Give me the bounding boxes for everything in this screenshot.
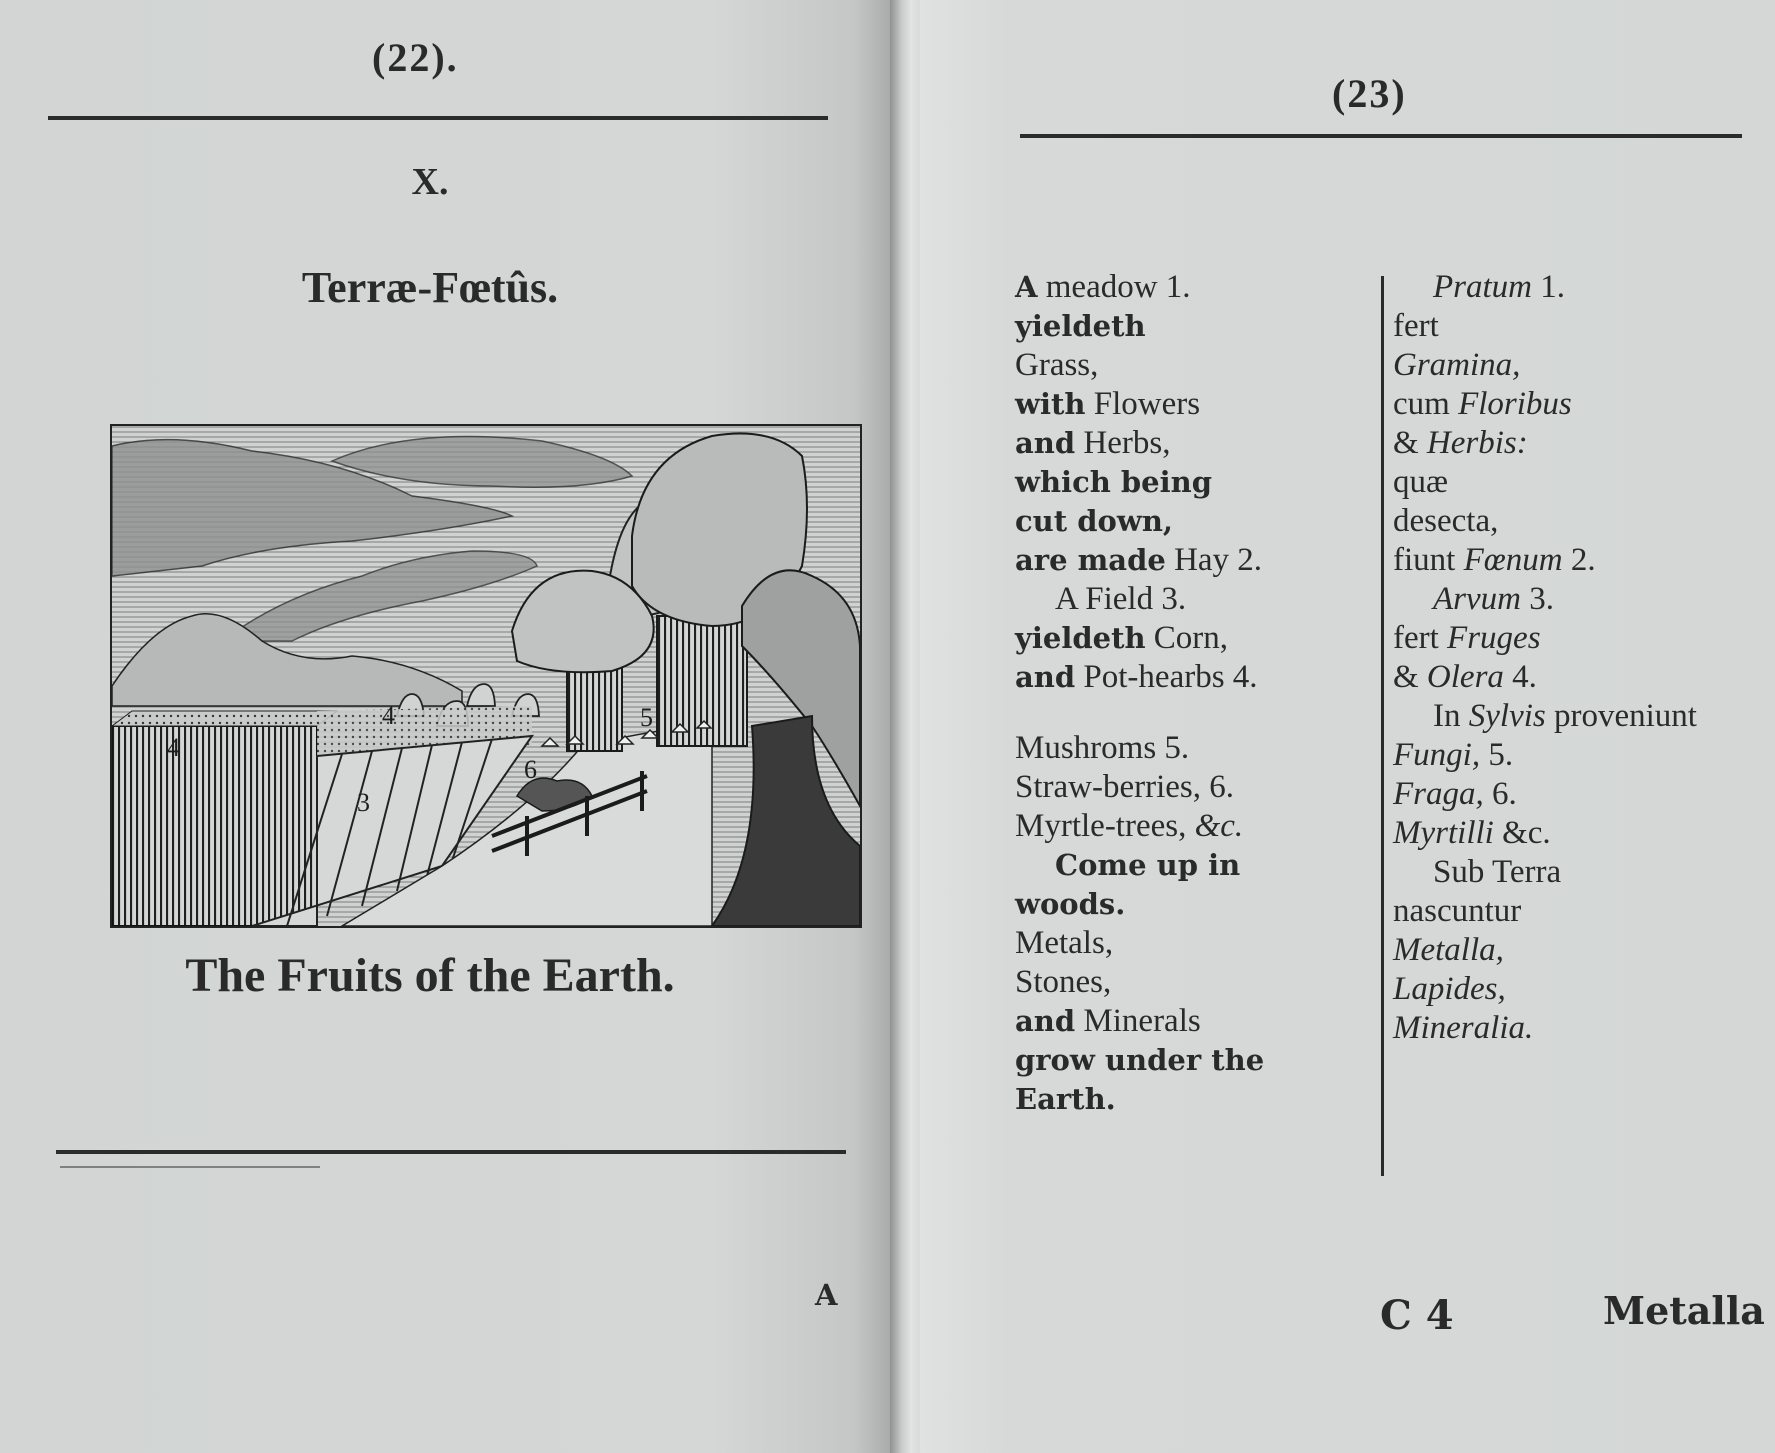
en-line-3: Grass,	[1015, 347, 1099, 383]
en-line-10: yieldeth Corn,	[1015, 620, 1229, 656]
en-line-16: woods.	[1015, 887, 1126, 921]
en-line-14: Myrtle-trees, &c.	[1015, 808, 1244, 844]
header-rule-right	[1020, 134, 1742, 138]
landscape-engraving	[112, 426, 860, 926]
la-line-8: fiunt Fœnum 2.	[1393, 542, 1596, 578]
latin-title: Terræ-Fœtûs.	[301, 263, 559, 312]
en-line-12: Mushroms 5.	[1015, 730, 1190, 766]
corn-field	[112, 726, 317, 926]
en-line-17: Metals,	[1015, 925, 1114, 961]
label-field-corn: 4	[167, 733, 180, 762]
en-line-4: with Flowers	[1015, 386, 1201, 422]
la-line-1: Pratum 1.	[1433, 269, 1565, 305]
la-line-2: fert	[1393, 308, 1439, 344]
la-line-11: & Olera 4.	[1393, 659, 1537, 695]
la-line-9: Arvum 3.	[1433, 581, 1554, 617]
en-line-9: A Field 3.	[1055, 581, 1187, 617]
en-line-15: Come up in	[1055, 848, 1241, 882]
page-number-left: (22).	[372, 35, 459, 80]
header-rule-left	[48, 116, 828, 120]
page-number-right: (23)	[1332, 71, 1407, 116]
la-line-17: nascuntur	[1393, 893, 1522, 929]
label-mushrooms: 5	[640, 703, 653, 732]
catchword-left: A	[815, 1278, 838, 1312]
en-line-1: A meadow 1.	[1015, 269, 1191, 305]
la-line-10: fert Fruges	[1393, 620, 1541, 656]
signature-mark: C 4	[1380, 1292, 1454, 1339]
en-line-21: Earth.	[1015, 1082, 1116, 1116]
label-field-plough: 3	[357, 788, 370, 817]
book-gutter	[890, 0, 920, 1453]
label-meadow: 4	[382, 701, 395, 730]
en-line-8: are made Hay 2.	[1015, 542, 1263, 578]
english-caption: The Fruits of the Earth.	[185, 949, 675, 1002]
en-line-19: and Minerals	[1015, 1003, 1201, 1039]
footer-rule-left	[56, 1150, 846, 1154]
la-line-13: Fungi, 5.	[1393, 737, 1514, 773]
la-line-12: In Sylvis proveniunt	[1433, 698, 1697, 734]
la-line-18: Metalla,	[1393, 932, 1504, 968]
en-line-7: cut down,	[1015, 504, 1173, 538]
la-line-7: desecta,	[1393, 503, 1499, 539]
la-line-16: Sub Terra	[1433, 854, 1562, 890]
la-line-5: & Herbis:	[1393, 425, 1528, 461]
label-strawberries: 6	[524, 755, 537, 784]
en-line-5: and Herbs,	[1015, 425, 1171, 461]
en-line-6: which being	[1015, 465, 1213, 499]
en-line-2: yieldeth	[1015, 309, 1146, 343]
la-line-15: Myrtilli &c.	[1393, 815, 1551, 851]
chapter-number: X.	[411, 161, 449, 203]
en-line-18: Stones,	[1015, 964, 1112, 1000]
woodcut-illustration	[110, 424, 862, 928]
la-line-14: Fraga, 6.	[1393, 776, 1517, 812]
la-line-6: quæ	[1393, 464, 1449, 500]
latin-column	[1393, 268, 1768, 1048]
la-line-20: Mineralia.	[1393, 1010, 1534, 1046]
la-line-4: cum Floribus	[1393, 386, 1572, 422]
footer-rule-left-thin	[60, 1166, 320, 1168]
en-line-11: and Pot-hearbs 4.	[1015, 659, 1258, 695]
english-column	[1015, 268, 1365, 1119]
la-line-19: Lapides,	[1393, 971, 1506, 1007]
la-line-3: Gramina,	[1393, 347, 1521, 383]
catchword-right: Metalla	[1603, 1288, 1765, 1333]
column-divider	[1381, 276, 1384, 1176]
en-line-20: grow under the	[1015, 1043, 1265, 1077]
en-line-13: Straw-berries, 6.	[1015, 769, 1235, 805]
